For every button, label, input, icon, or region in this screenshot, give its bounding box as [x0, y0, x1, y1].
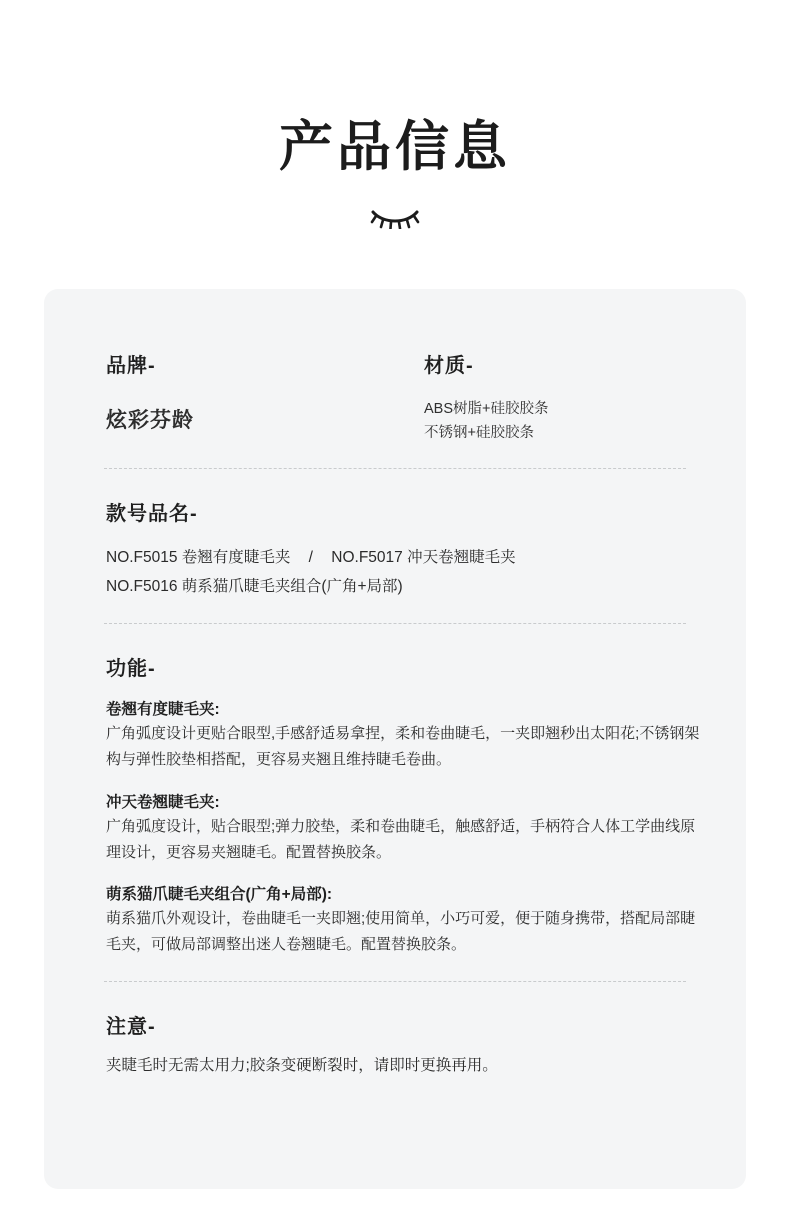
- product-info-card: [44, 289, 746, 1189]
- material-column: [424, 349, 710, 446]
- function-text: 广角弧度设计，贴合眼型;弹力胶垫，柔和卷曲睫毛，触感舒适，手柄符合人体工学曲线原理设计，更容易夹翘睫毛。配置替换胶条。: [106, 817, 696, 861]
- title-block: [0, 0, 790, 231]
- material-label: 材质-: [424, 355, 474, 377]
- material-values: [424, 398, 710, 446]
- material-line-2: 不锈钢+硅胶胶条: [424, 424, 534, 441]
- brand-label: 品牌-: [106, 355, 156, 377]
- model-item-f5015: NO.F5015 卷翘有度睫毛夹: [106, 548, 291, 566]
- note-text: 夹睫毛时无需太用力;胶条变硬断裂时，请即时更换再用。: [106, 1056, 498, 1074]
- model-line-2: NO.F5016 萌系猫爪睫毛夹组合(广角+局部): [106, 577, 403, 595]
- function-text: 广角弧度设计更贴合眼型,手感舒适易拿捏，柔和卷曲睫毛，一夹即翘秒出太阳花;不锈钢架构与弹性胶垫相搭配，更容易夹翘且维持睫毛卷曲。: [106, 725, 700, 769]
- function-text: 萌系猫爪外观设计，卷曲睫毛一夹即翘;使用简单，小巧可爱，便于随身携带，搭配局部睫毛夹，可做局部调整出迷人卷翘睫毛。配置替换胶条。: [106, 910, 696, 954]
- model-section: [80, 469, 710, 601]
- function-group: [106, 882, 710, 959]
- note-section: [80, 982, 710, 1079]
- model-item-f5017: NO.F5017 冲天卷翘睫毛夹: [331, 548, 516, 566]
- model-line-1: [106, 544, 710, 573]
- material-line-1: ABS树脂+硅胶胶条: [424, 401, 549, 417]
- brand-column: [106, 349, 424, 446]
- function-subtitle: 卷翘有度睫毛夹:: [106, 701, 220, 719]
- page-title: 产品信息: [279, 117, 511, 177]
- model-values: [106, 544, 710, 601]
- function-subtitle: 冲天卷翘睫毛夹:: [106, 793, 220, 811]
- brand-value: 炫彩芬龄: [106, 409, 194, 432]
- function-subtitle: 萌系猫爪睫毛夹组合(广角+局部):: [106, 886, 333, 904]
- function-label: 功能-: [106, 658, 156, 681]
- eyelash-icon: [0, 205, 790, 231]
- model-label: 款号品名-: [106, 502, 198, 525]
- function-section: [80, 624, 710, 959]
- model-separator: /: [308, 548, 313, 566]
- function-group: [106, 697, 710, 774]
- function-group: [106, 790, 710, 867]
- brand-material-section: [80, 289, 710, 446]
- note-label: 注意-: [106, 1015, 156, 1038]
